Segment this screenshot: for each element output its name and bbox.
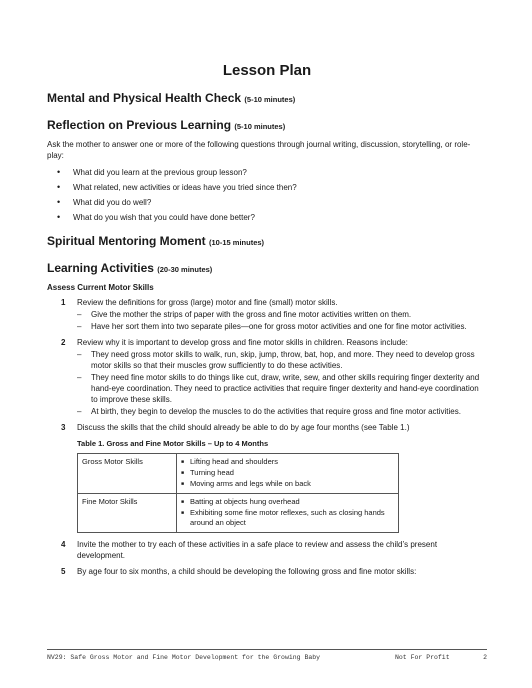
heading-duration: (5-10 minutes)	[244, 95, 296, 104]
list-item: • What did you learn at the previous group lesson?	[47, 167, 487, 178]
list-item: • What did you do well?	[47, 197, 487, 208]
list-item: ■ Batting at objects hung overhead	[181, 497, 394, 507]
table-cell-category: Gross Motor Skills	[78, 454, 177, 494]
list-item: ■ Moving arms and legs while on back	[181, 479, 394, 489]
step-subitems	[77, 349, 487, 417]
list-item: – They need fine motor skills to do things like cut, draw, write, sew, and other skills requiring finger dexterity and hand-eye coordination. They need to practice activities that require finger dexterity and hand-eye coordination to improve these skills.	[77, 372, 487, 405]
learning-section	[47, 261, 487, 577]
heading-text: Mental and Physical Health Check	[47, 91, 242, 105]
skill-list	[181, 497, 394, 528]
step-subitems	[77, 309, 487, 332]
list-item: ■ Exhibiting some fine motor reflexes, such as closing hands around an object	[181, 508, 394, 528]
step-number: 2	[61, 338, 66, 347]
list-item: – They need gross motor skills to walk, run, skip, jump, throw, bat, hop, and more. They need to develop gross motor skills so that their muscles grow sufficiently to do these activities.	[77, 349, 487, 371]
section-heading	[47, 118, 487, 134]
step-number: 4	[61, 540, 66, 549]
step-number: 1	[61, 298, 66, 307]
table-caption: Table 1. Gross and Fine Motor Skills – Up to 4 Months	[77, 439, 269, 448]
step-number: 3	[61, 423, 66, 432]
list-item: ■ Lifting head and shoulders	[181, 457, 394, 467]
section-heading	[47, 234, 487, 250]
footer-course-title: NV29: Safe Gross Motor and Fine Motor Development for the Growing Baby	[47, 654, 321, 661]
motor-skills-table	[77, 453, 399, 533]
section-heading	[47, 261, 487, 277]
list-item: • What related, new activities or ideas have you tried since then?	[47, 182, 487, 193]
list-item: – Give the mother the strips of paper with the gross and fine motor activities written on them.	[77, 309, 487, 320]
document-page	[47, 62, 487, 577]
step-1	[47, 297, 487, 332]
table-row	[78, 494, 399, 533]
heading-text: Learning Activities	[47, 261, 154, 275]
step-text: Discuss the skills that the child should already be able to do by age four months (see Table 1.)	[77, 423, 410, 432]
table-row	[78, 454, 399, 494]
reflection-questions	[47, 167, 487, 223]
heading-text: Reflection on Previous Learning	[47, 118, 232, 132]
section-heading	[47, 91, 487, 107]
skill-list	[181, 457, 394, 489]
table-cell-category: Fine Motor Skills	[78, 494, 177, 533]
heading-duration: (10-15 minutes)	[209, 238, 265, 247]
footer-notice: Not For Profit	[395, 654, 450, 661]
reflection-intro: Ask the mother to answer one or more of the following questions through journal writing, discussion, storytelling, or role-play:	[47, 140, 471, 160]
step-text: Review the definitions for gross (large) motor and fine (small) motor skills.	[77, 298, 338, 307]
page-footer	[47, 649, 487, 661]
step-text: Invite the mother to try each of these activities in a safe place to review and assess the child’s present development.	[77, 540, 438, 560]
list-item: – At birth, they begin to develop the muscles to do the activities that require gross and fine motor activities.	[77, 406, 487, 417]
list-item: – Have her sort them into two separate piles—one for gross motor activities and one for fine motor activities.	[77, 321, 487, 332]
step-4	[47, 539, 487, 561]
list-item: • What do you wish that you could have done better?	[47, 212, 487, 223]
heading-duration: (20-30 minutes)	[157, 265, 213, 274]
step-2	[47, 337, 487, 417]
step-3	[47, 422, 487, 433]
heading-duration: (5-10 minutes)	[234, 122, 286, 131]
step-text: Review why it is important to develop gross and fine motor skills in children. Reasons include:	[77, 338, 408, 347]
table-cell-items	[177, 454, 399, 494]
spiritual-section	[47, 234, 487, 250]
step-5	[47, 566, 487, 577]
step-text: By age four to six months, a child should be developing the following gross and fine motor skills:	[77, 567, 417, 576]
step-number: 5	[61, 567, 66, 576]
subheading: Assess Current Motor Skills	[47, 283, 154, 292]
page-title: Lesson Plan	[222, 62, 312, 79]
health-section	[47, 91, 487, 107]
table-block	[77, 439, 487, 533]
heading-text: Spiritual Mentoring Moment	[47, 234, 206, 248]
table-cell-items	[177, 494, 399, 533]
list-item: ■ Turning head	[181, 468, 394, 478]
footer-page-number: 2	[483, 654, 487, 661]
reflection-section	[47, 118, 487, 223]
